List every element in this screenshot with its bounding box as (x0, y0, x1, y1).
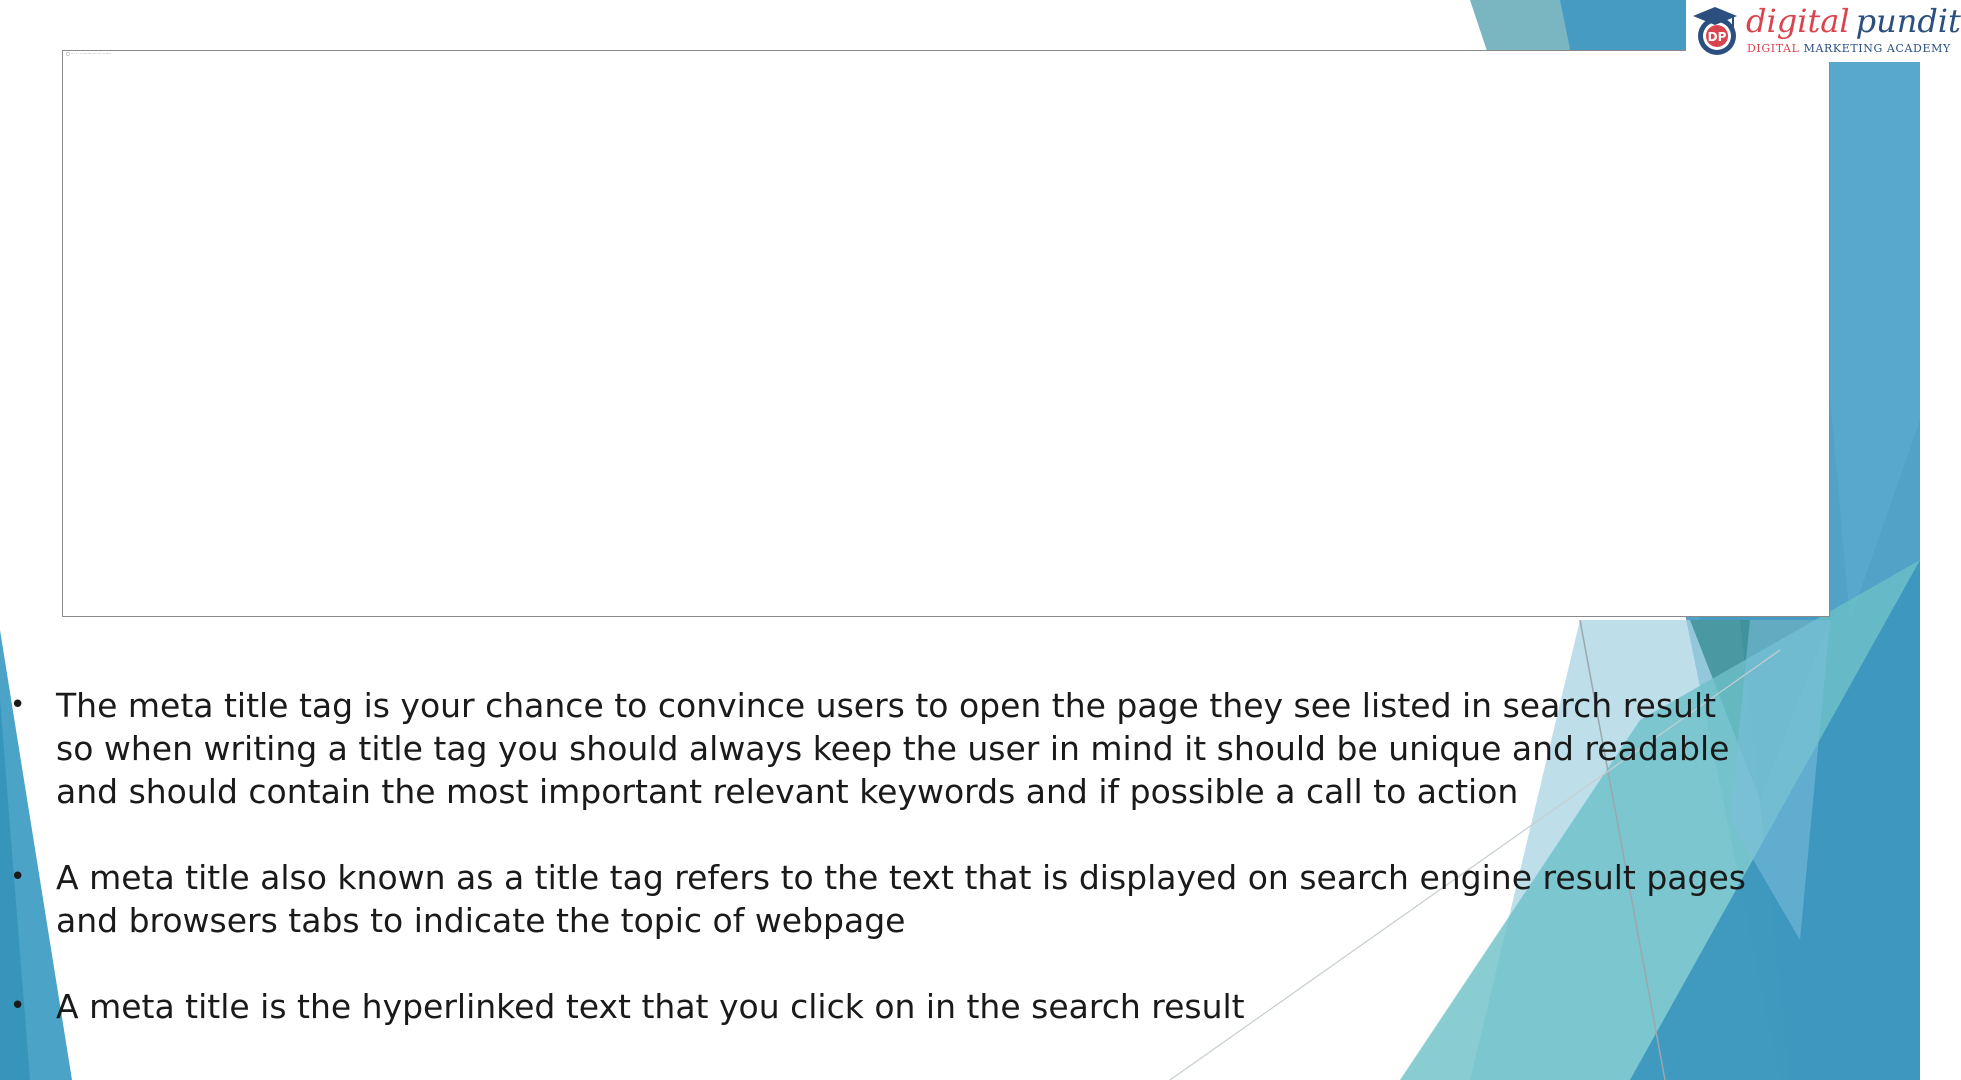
svg-text:DP: DP (1707, 30, 1727, 44)
digital-pundit-logo (1686, 0, 1961, 62)
logo-word-pundit: pundit (1855, 2, 1961, 40)
logo-word-digital: digital (1746, 2, 1850, 40)
bullet-list (0, 684, 1760, 1071)
bullet-marker: • (10, 862, 26, 892)
bullet-marker: • (10, 690, 26, 720)
bullet-item (0, 684, 1760, 813)
logo-tagline-part1: DIGITAL (1747, 42, 1800, 55)
logo-tagline-part2: MARKETING ACADEMY (1803, 42, 1951, 55)
bullet-text: The meta title tag is your chance to convince users to open the page they see listed in search result so when writing a title tag you should always keep the user in mind it should be unique and readable and should contain the most important relevant keywords and if possible a call to action (56, 686, 1730, 811)
bullet-marker: • (10, 991, 26, 1021)
graduation-cap-dp-logo-icon (1689, 4, 1741, 58)
bullet-item (0, 985, 1760, 1028)
bullet-text: A meta title also known as a title tag refers to the text that is displayed on search engine result pages and browsers tabs to indicate the topic of webpage (56, 858, 1746, 940)
embedded-content-frame[interactable] (62, 50, 1830, 617)
logo-wordmark (1746, 2, 1961, 40)
bullet-item (0, 856, 1760, 942)
bullet-text: A meta title is the hyperlinked text that you click on in the search result (56, 987, 1245, 1026)
logo-tagline (1747, 43, 1951, 55)
frame-caption: ▢ ··· ·· · ······· ··· ··· ······ (66, 51, 111, 56)
